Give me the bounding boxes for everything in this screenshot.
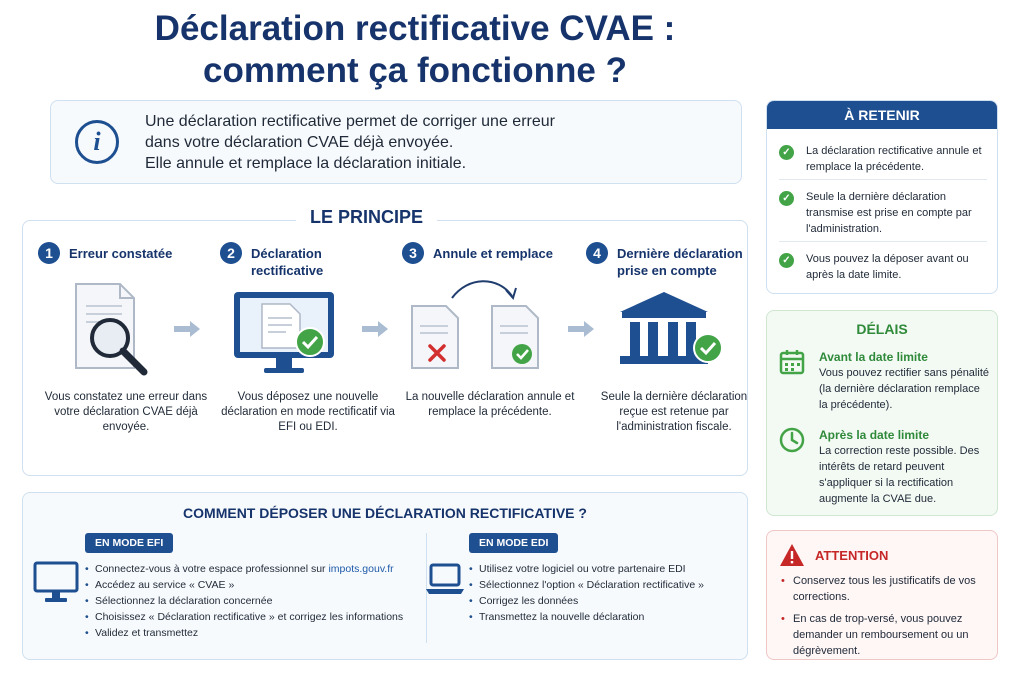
step-description: La nouvelle déclaration annule et remplace la précédente. xyxy=(405,391,575,418)
step-label: Déclaration rectificative xyxy=(251,246,324,278)
efi-steps xyxy=(85,561,403,641)
list-item-text: Connectez-vous à votre espace professionnel sur xyxy=(95,563,329,575)
efi-mode xyxy=(85,533,404,639)
divider xyxy=(779,179,987,180)
deadline-text: La correction reste possible. Des intérêts de retard peuvent s'appliquer si la rectification augmente la CVAE due. xyxy=(819,445,980,505)
key-point-text: Vous pouvez la déposer avant ou après la date limite. xyxy=(806,253,969,281)
info-icon: i xyxy=(75,120,119,164)
divider xyxy=(779,241,987,242)
key-point-text: Seule la dernière déclaration transmise est prise en compte par l'administration. xyxy=(806,191,972,235)
intro-box xyxy=(50,100,742,184)
monitor-document-check-icon xyxy=(232,290,342,380)
page-title-line2: comment ça fonctionne ? xyxy=(203,51,627,90)
list-item: • Corrigez les données xyxy=(469,593,704,609)
step-number: 2 xyxy=(220,242,242,264)
list-item: • Sélectionnez l'option « Déclaration rectificative » xyxy=(469,577,704,593)
list-item: • Validez et transmettez xyxy=(85,625,403,641)
filing-title: COMMENT DÉPOSER UNE DÉCLARATION RECTIFICATIVE ? xyxy=(183,505,587,521)
check-icon: ✓ xyxy=(779,145,794,160)
principle-title: LE PRINCIPE xyxy=(296,207,437,227)
step-description: Vous constatez une erreur dans votre déclaration CVAE déjà envoyée. xyxy=(44,391,208,433)
step-description: Vous déposez une nouvelle déclaration en mode rectificatif via EFI ou EDI. xyxy=(221,391,395,433)
edi-badge: EN MODE EDI xyxy=(469,533,558,553)
warning-list xyxy=(781,573,993,665)
impots-link[interactable]: impots.gouv.fr xyxy=(328,563,394,575)
deadline-heading: Après la date limite xyxy=(819,428,930,442)
desktop-monitor-icon xyxy=(33,561,79,605)
step-description: Seule la dernière déclaration reçue est retenue par l'administration fiscale. xyxy=(600,391,748,433)
efi-badge: EN MODE EFI xyxy=(85,533,173,553)
page-title xyxy=(0,8,830,92)
deadline-item xyxy=(779,427,991,507)
intro-line: Une déclaration rectificative permet de corriger une erreur xyxy=(145,112,555,130)
arrow-right-icon xyxy=(566,320,596,338)
intro-line: dans votre déclaration CVAE déjà envoyée. xyxy=(145,133,454,151)
key-points-title: À RETENIR xyxy=(767,101,997,129)
key-point xyxy=(779,189,989,237)
institution-check-icon xyxy=(616,290,726,370)
laptop-icon xyxy=(425,563,465,597)
document-magnifier-icon xyxy=(68,282,158,377)
list-item: • Sélectionnez la déclaration concernée xyxy=(85,593,403,609)
list-item: • En cas de trop-versé, vous pouvez demander un remboursement ou un dégrèvement. xyxy=(781,611,993,659)
warning-box xyxy=(766,530,998,660)
step-3 xyxy=(402,242,578,418)
list-item: • Conservez tous les justificatifs de vos corrections. xyxy=(781,573,993,605)
step-label: Annule et remplace xyxy=(433,246,553,261)
warning-icon xyxy=(779,543,805,567)
key-point-text: La déclaration rectificative annule et remplace la précédente. xyxy=(806,145,982,173)
list-item: • Accédez au service « CVAE » xyxy=(85,577,403,593)
warning-header xyxy=(779,543,888,567)
list-item: • Choisissez « Déclaration rectificative » et corrigez les informations xyxy=(85,609,403,625)
document-replace-icon xyxy=(408,276,558,372)
step-1 xyxy=(38,242,214,433)
arrow-right-icon xyxy=(172,320,202,338)
deadlines-title: DÉLAIS xyxy=(856,321,908,337)
deadline-item xyxy=(779,349,991,413)
deadline-heading: Avant la date limite xyxy=(819,350,928,364)
check-icon: ✓ xyxy=(779,191,794,206)
key-points-box xyxy=(766,100,998,294)
deadlines-box xyxy=(766,310,998,516)
calendar-icon xyxy=(779,349,805,375)
intro-text xyxy=(145,111,555,174)
clock-icon xyxy=(779,427,805,453)
filing-section xyxy=(22,492,748,660)
key-point xyxy=(779,143,989,175)
edi-steps xyxy=(469,561,704,625)
edi-mode xyxy=(469,533,704,623)
step-label: Erreur constatée xyxy=(69,246,173,261)
list-item: • Utilisez votre logiciel ou votre partenaire EDI xyxy=(469,561,704,577)
list-item xyxy=(85,561,403,577)
step-number: 3 xyxy=(402,242,424,264)
key-point xyxy=(779,251,989,283)
check-icon: ✓ xyxy=(779,253,794,268)
step-2 xyxy=(220,242,396,433)
list-item: • Transmettez la nouvelle déclaration xyxy=(469,609,704,625)
page-title-line1: Déclaration rectificative CVAE : xyxy=(154,9,676,48)
step-label: Dernière déclaration prise en compte xyxy=(617,246,743,278)
step-number: 1 xyxy=(38,242,60,264)
step-4 xyxy=(586,242,748,433)
intro-line: Elle annule et remplace la déclaration initiale. xyxy=(145,154,467,172)
deadline-text: Vous pouvez rectifier sans pénalité (la dernière déclaration remplace la précédente). xyxy=(819,367,989,411)
step-number: 4 xyxy=(586,242,608,264)
warning-title: ATTENTION xyxy=(815,547,889,563)
arrow-right-icon xyxy=(360,320,390,338)
